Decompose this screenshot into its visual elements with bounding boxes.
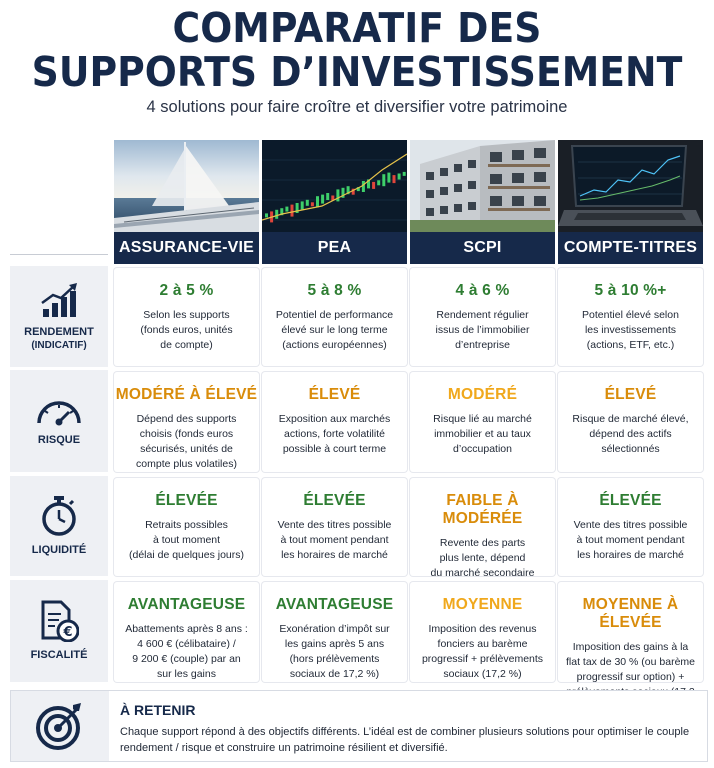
speedometer-icon	[35, 395, 83, 427]
laptop-trading-photo	[558, 140, 703, 232]
cell-value: MOYENNE	[442, 596, 523, 613]
cell-liquidite-compte-titres	[558, 478, 703, 576]
column-header-pea	[262, 140, 407, 264]
cell-description: Selon les supports (fonds euros, unités de compte)	[140, 309, 233, 351]
cell-value: AVANTAGEUSE	[275, 596, 394, 613]
row-label-fiscalite	[10, 580, 108, 682]
candlestick	[387, 173, 390, 183]
key-takeaway-text: Chaque support répond à des objectifs différents. L’idéal est de combiner plusieurs solutions pour optimiser le couple rendement / risque et construire un patrimoine résilient et diversifié.	[120, 726, 690, 754]
cell-description: Abattements après 8 ans : 4 600 € (célibataire) / 9 200 € (couple) par an sur les gains	[125, 623, 248, 680]
cell-description: Risque lié au marché immobilier et au taux d’occupation	[433, 413, 532, 455]
cell-description: Imposition des revenus fonciers au barème progressif + prélèvements sociaux (17,2 %)	[421, 623, 544, 680]
candlestick	[301, 201, 304, 209]
cell-risque-scpi	[410, 372, 555, 472]
page-subtitle: 4 solutions pour faire croître et diversifier votre patrimoine	[146, 98, 568, 116]
candlestick	[382, 174, 385, 186]
bar-chart-growth-icon	[39, 283, 79, 319]
cell-liquidite-assurance-vie	[114, 478, 259, 576]
candlestick	[316, 196, 319, 207]
cell-value: 5 à 8 %	[307, 282, 362, 299]
cell-value: MOYENNE À ÉLEVÉE	[582, 596, 679, 631]
svg-text:€: €	[63, 624, 73, 640]
cell-rendement-assurance-vie	[114, 268, 259, 366]
candlestick	[326, 193, 329, 200]
key-takeaway-title: À RETENIR	[120, 702, 196, 718]
title-line-2: SUPPORTS D’INVESTISSEMENT	[31, 48, 683, 96]
row-label-text: FISCALITÉ	[30, 648, 88, 661]
row-label-risque	[10, 370, 108, 472]
candlestick	[398, 174, 401, 180]
cell-value: 5 à 10 %+	[594, 282, 667, 299]
stopwatch-icon	[41, 495, 77, 537]
cell-description: Rendement régulier issus de l’immobilier d’entreprise	[435, 309, 530, 351]
cell-rendement-pea	[262, 268, 407, 366]
cell-fiscalite-assurance-vie	[114, 582, 259, 682]
candlestick	[377, 180, 380, 185]
cell-fiscalite-pea	[262, 582, 407, 682]
cell-liquidite-scpi	[410, 478, 555, 579]
column-header-compte-titres	[558, 140, 703, 264]
cell-value: 4 à 6 %	[455, 282, 510, 299]
cell-description: Dépend des supports choisis (fonds euros sécurisés, unités de compte plus volatiles)	[136, 413, 237, 470]
header-divider	[10, 254, 108, 255]
cell-fiscalite-scpi	[410, 582, 555, 682]
candlestick	[285, 207, 288, 212]
page-title	[29, 6, 686, 94]
column-label: COMPTE-TITRES	[558, 232, 703, 264]
cell-value: AVANTAGEUSE	[127, 596, 246, 613]
candlestick	[291, 205, 294, 217]
cell-fiscalite-compte-titres	[558, 582, 703, 682]
row-label-text: LIQUIDITÉ	[31, 543, 87, 556]
target-arrow-icon	[11, 691, 109, 761]
cell-value: ÉLEVÉ	[308, 386, 361, 403]
column-header-scpi	[410, 140, 555, 264]
cell-value: FAIBLE À MODÉRÉE	[442, 492, 523, 527]
cell-description: Exposition aux marchés actions, forte volatilité possible à court terme	[278, 413, 391, 455]
column-label: SCPI	[410, 232, 555, 264]
row-label-text: RISQUE	[37, 433, 81, 446]
cell-description: Exonération d’impôt sur les gains après 5 ans (hors prélèvements sociaux de 17,2 %)	[279, 623, 390, 680]
cell-value: ÉLEVÉE	[155, 492, 218, 509]
row-sublabel-text: (INDICATIF)	[31, 339, 87, 351]
candlestick	[362, 181, 365, 192]
apartment-building-photo	[410, 140, 555, 232]
cell-value: MODÉRÉ	[447, 386, 518, 403]
cell-description: Risque de marché élevé, dépend des actifs sélectionnés	[572, 413, 689, 455]
title-line-1: COMPARATIF DES	[172, 4, 542, 52]
sailboat-photo	[114, 140, 259, 232]
cell-description: Revente des parts plus lente, dépend du marché secondaire	[430, 537, 535, 579]
row-label-liquidite	[10, 476, 108, 576]
cell-liquidite-pea	[262, 478, 407, 576]
candlestick	[265, 213, 268, 217]
candlestick	[336, 189, 339, 201]
cell-value: ÉLEVÉE	[599, 492, 662, 509]
candlestick	[306, 200, 309, 206]
cell-value: ÉLEVÉ	[604, 386, 657, 403]
cell-risque-assurance-vie	[114, 372, 259, 472]
cell-value: 2 à 5 %	[159, 282, 214, 299]
candlestick	[393, 175, 396, 183]
stock-chart-photo	[262, 140, 407, 232]
cell-risque-compte-titres	[558, 372, 703, 472]
cell-description: Vente des titres possible à tout moment pendant les horaires de marché	[277, 519, 392, 561]
cell-description: Potentiel élevé selon les investissements (actions, ETF, etc.)	[582, 309, 679, 351]
cell-description: Retraits possibles à tout moment (délai de quelques jours)	[129, 519, 244, 561]
key-takeaway-box	[10, 690, 708, 762]
column-label: ASSURANCE-VIE	[114, 232, 259, 264]
euro-document-icon	[39, 600, 79, 642]
row-label-rendement	[10, 266, 108, 367]
row-label-text: RENDEMENT	[24, 325, 94, 338]
candlestick	[321, 195, 324, 204]
candlestick	[372, 182, 375, 189]
column-header-assurance-vie	[114, 140, 259, 264]
cell-value: ÉLEVÉE	[303, 492, 366, 509]
candlestick	[311, 202, 314, 206]
cell-risque-pea	[262, 372, 407, 472]
column-label: PEA	[262, 232, 407, 264]
candlestick	[403, 172, 406, 176]
key-takeaway-icon-box	[11, 691, 109, 761]
cell-description: Potentiel de performance élevé sur le long terme (actions européennes)	[275, 309, 394, 351]
cell-description: Imposition des gains à la flat tax de 30 % (ou barème progressif sur option) +	[566, 641, 695, 683]
cell-value: MODÉRÉ À ÉLEVÉ	[115, 386, 258, 403]
cell-rendement-scpi	[410, 268, 555, 366]
cell-rendement-compte-titres	[558, 268, 703, 366]
candlestick	[275, 210, 278, 219]
cell-description: Vente des titres possible à tout moment pendant les horaires de marché	[573, 519, 688, 561]
